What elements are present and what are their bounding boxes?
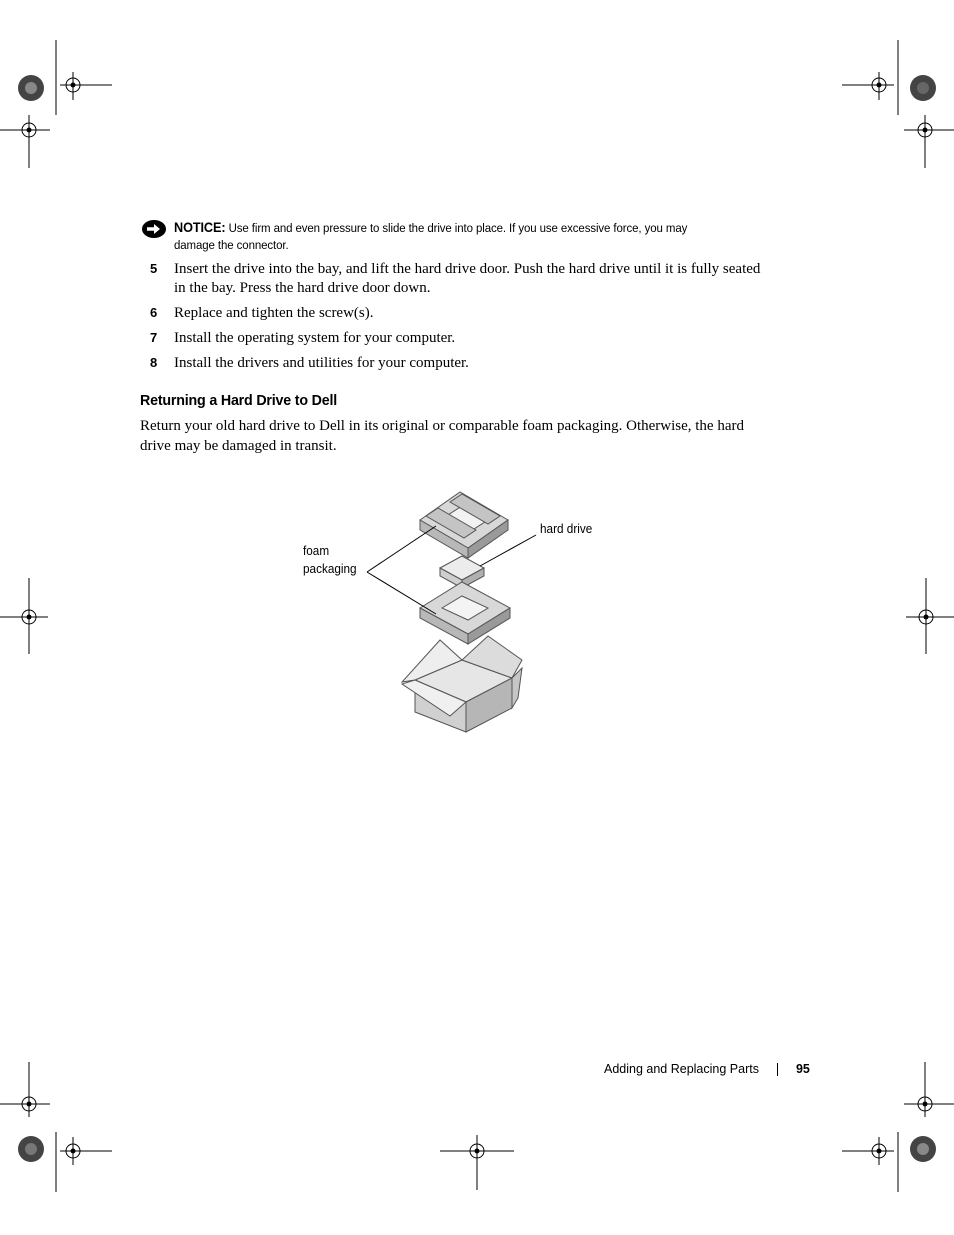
page-footer	[604, 1062, 810, 1076]
step-number: 7	[150, 329, 158, 345]
step-item	[150, 260, 770, 297]
hard-drive-label: hard drive	[540, 522, 593, 536]
cardboard-box	[402, 636, 522, 732]
registration-mark-mid-left	[0, 578, 50, 656]
step-item	[150, 354, 770, 373]
registration-mark-bottom-right	[839, 1062, 954, 1194]
foam-label-line2: packaging	[303, 562, 357, 576]
step-text: Insert the drive into the bay, and lift the hard drive door. Push the hard drive until it is fully seated in the bay. Press the hard drive door down.	[174, 261, 761, 296]
notice-label: NOTICE:	[174, 220, 226, 235]
section-paragraph: Return your old hard drive to Dell in its original or comparable foam packaging. Otherwise, the hard drive may be damaged in transit.	[140, 418, 744, 454]
step-number: 5	[150, 261, 158, 276]
foam-label-line1: foam	[303, 544, 330, 558]
step-text: Install the drivers and utilities for your computer.	[174, 354, 469, 371]
step-text: Install the operating system for your computer.	[174, 329, 456, 346]
step-number: 6	[150, 304, 158, 320]
notice-arrow-icon	[141, 219, 167, 244]
section-heading: Returning a Hard Drive to Dell	[140, 392, 338, 409]
footer-separator	[777, 1063, 778, 1076]
packaging-drawing	[290, 480, 620, 740]
footer-section-title: Adding and Replacing Parts	[604, 1062, 759, 1076]
notice-text	[174, 219, 729, 254]
registration-mark-bottom-center	[437, 1132, 517, 1192]
registration-mark-top-right	[839, 40, 954, 170]
foam-packaging-label	[303, 542, 357, 578]
registration-mark-bottom-left	[0, 1062, 115, 1194]
step-text: Replace and tighten the screw(s).	[174, 304, 374, 321]
step-item	[150, 329, 770, 348]
registration-mark-mid-right	[904, 578, 954, 656]
registration-mark-top-left	[0, 40, 115, 170]
page-number: 95	[795, 1062, 810, 1076]
foam-top-piece	[420, 492, 508, 558]
notice-body: Use firm and even pressure to slide the drive into place. If you use excessive force, you may damage the connector.	[174, 221, 688, 252]
step-number: 8	[150, 354, 158, 370]
packaging-illustration	[290, 480, 620, 740]
step-list	[150, 260, 770, 379]
step-item	[150, 304, 770, 323]
